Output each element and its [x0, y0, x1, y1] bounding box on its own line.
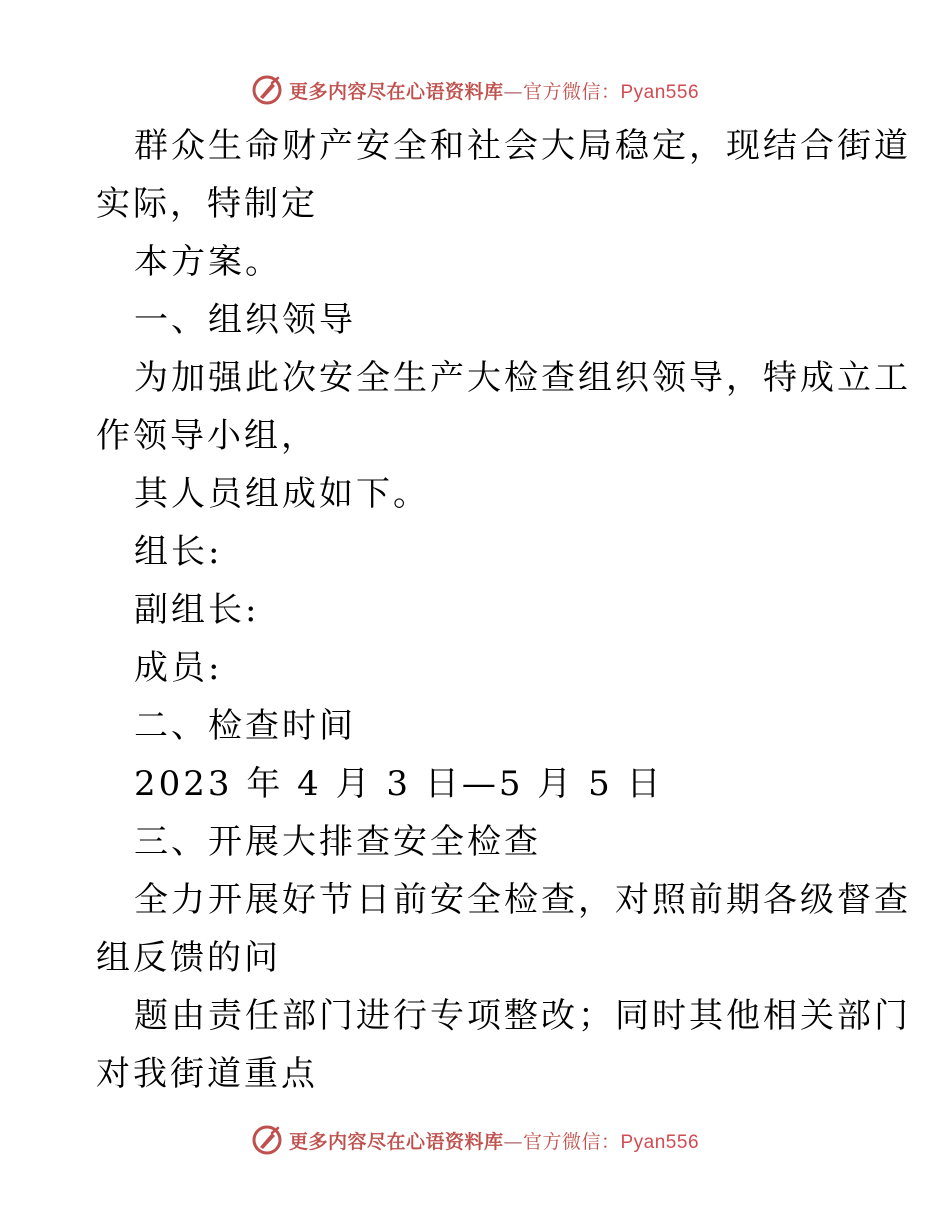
body-line: 群众生命财产安全和社会大局稳定，现结合街道	[134, 126, 911, 166]
inspection-date-range: 2023 年 4 月 3 日—5 月 5 日	[134, 764, 664, 804]
watermark-contact-label: 官方微信：	[522, 1130, 621, 1153]
body-line: 作领导小组，	[96, 416, 318, 456]
body-line: 实际，特制定	[96, 184, 318, 224]
members-label: 成员:	[134, 648, 223, 688]
section-heading: 三、开展大排查安全检查	[134, 822, 541, 862]
watermark-contact-label: 官方微信：	[522, 80, 621, 103]
document-body	[96, 117, 911, 1103]
watermark-text	[289, 1127, 699, 1154]
body-line: 题由责任部门进行专项整改；同时其他相关部门	[134, 996, 911, 1036]
watermark-contact-id: Pyan556	[620, 1131, 700, 1153]
deputy-leader-label: 副组长:	[134, 590, 260, 630]
section-heading: 二、检查时间	[134, 706, 356, 746]
body-line: 本方案。	[134, 242, 282, 282]
watermark-separator: —	[503, 1130, 523, 1153]
header-watermark	[0, 70, 950, 110]
body-line: 组反馈的问	[96, 938, 281, 978]
watermark-text	[289, 77, 699, 104]
body-line: 为加强此次安全生产大检查组织领导，特成立工	[134, 358, 911, 398]
body-line: 其人员组成如下。	[134, 474, 430, 514]
watermark-contact-id: Pyan556	[620, 81, 700, 103]
watermark-main-text: 更多内容尽在心语资料库	[288, 80, 504, 103]
watermark-separator: —	[503, 80, 523, 103]
body-line: 全力开展好节日前安全检查，对照前期各级督查	[134, 880, 911, 920]
watermark-main-text: 更多内容尽在心语资料库	[288, 1130, 504, 1153]
leader-label: 组长:	[134, 532, 223, 572]
footer-watermark	[0, 1120, 950, 1160]
section-heading: 一、组织领导	[134, 300, 356, 340]
quill-seal-icon	[251, 1124, 283, 1156]
body-line: 对我街道重点	[96, 1054, 318, 1094]
quill-seal-icon	[251, 74, 283, 106]
